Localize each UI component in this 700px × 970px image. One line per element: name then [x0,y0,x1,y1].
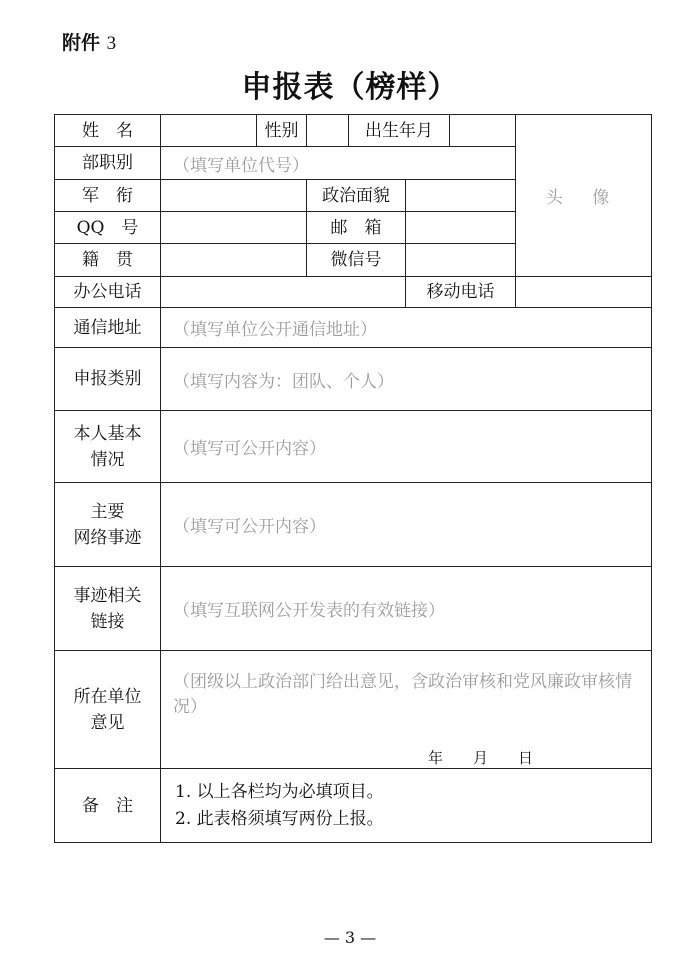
opinion-label [55,651,161,769]
application-form [54,114,652,843]
email-field[interactable] [406,212,516,244]
deeds-label [55,483,161,567]
row-address [55,308,652,348]
dept-label: 部职别 [55,147,161,180]
deeds-label-line1: 主要 [90,501,125,522]
category-label: 申报类别 [55,348,161,411]
row-remarks [55,769,652,843]
row-opinion [55,651,652,769]
email-label: 邮 箱 [307,212,406,244]
office-phone-label: 办公电话 [55,277,161,308]
political-label: 政治面貌 [307,180,406,212]
dept-field[interactable]: （填写单位代号） [161,147,516,180]
row-links [55,567,652,651]
basic-label-line2: 情况 [90,449,125,470]
attachment-text: 附件 [62,32,101,54]
office-phone-field[interactable] [161,277,406,308]
basic-label [55,411,161,483]
row-category [55,348,652,411]
name-label: 姓 名 [55,115,161,147]
rank-label: 军 衔 [55,180,161,212]
name-field[interactable] [161,115,257,147]
links-label-line1: 事迹相关 [73,585,142,606]
opinion-hint: （团级以上政治部门给出意见，含政治审核和党风廉政审核情况） [173,672,632,717]
wechat-label: 微信号 [307,244,406,277]
page-number: — 3 — [323,928,377,947]
photo-box[interactable]: 头 像 [516,115,652,277]
birth-label: 出生年月 [349,115,450,147]
birth-field[interactable] [450,115,516,147]
row-phone [55,277,652,308]
qq-field[interactable] [161,212,307,244]
category-field[interactable]: （填写内容为：团队、个人） [161,348,652,411]
page-title: 申报表（榜样） [241,70,459,105]
origin-label: 籍 贯 [55,244,161,277]
gender-field[interactable] [307,115,349,147]
links-field[interactable]: （填写互联网公开发表的有效链接） [161,567,652,651]
row-name [55,115,652,147]
qq-label: QQ 号 [55,212,161,244]
links-label [55,567,161,651]
deeds-label-line2: 网络事迹 [73,527,142,548]
remark-item-2: 2. 此表格须填写两份上报。 [175,808,384,829]
links-label-line2: 链接 [90,611,125,632]
basic-field[interactable]: （填写可公开内容） [161,411,652,483]
deeds-field[interactable]: （填写可公开内容） [161,483,652,567]
rank-field[interactable] [161,180,307,212]
address-field[interactable]: （填写单位公开通信地址） [161,308,652,348]
opinion-field[interactable] [161,651,652,769]
opinion-label-line1: 所在单位 [73,686,142,707]
remarks-label: 备 注 [55,769,161,843]
attachment-number: 3 [106,33,117,54]
opinion-label-line2: 意见 [90,712,125,733]
origin-field[interactable] [161,244,307,277]
political-field[interactable] [406,180,516,212]
gender-label: 性别 [257,115,307,147]
address-label: 通信地址 [55,308,161,348]
row-basic [55,411,652,483]
opinion-date: 年 月 日 [427,749,533,767]
row-deeds [55,483,652,567]
remarks-field [161,769,652,843]
wechat-field[interactable] [406,244,516,277]
remark-item-1: 1. 以上各栏均为必填项目。 [175,781,384,802]
attachment-label [62,28,116,55]
mobile-field[interactable] [516,277,652,308]
basic-label-line1: 本人基本 [73,423,142,444]
mobile-label: 移动电话 [406,277,516,308]
